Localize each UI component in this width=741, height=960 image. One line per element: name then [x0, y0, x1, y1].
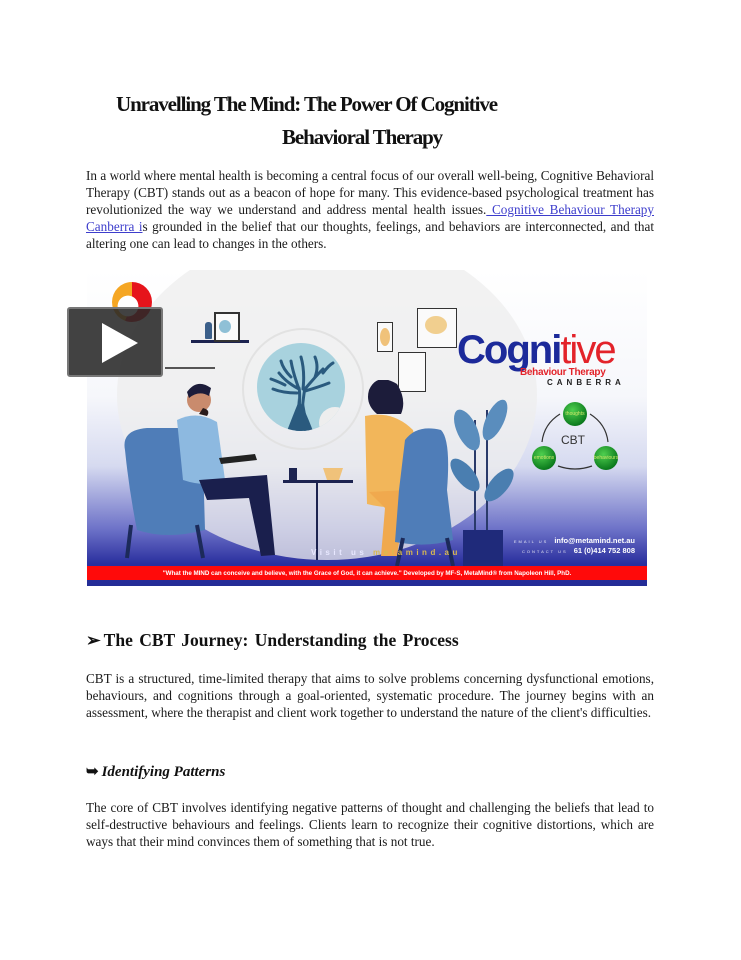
intro-text-cont: s grounded in the belief that our thoughts, feelings, and behaviors are interconnected, and that altering one can lead to changes in the others. — [86, 219, 654, 251]
brand-text-red: tive — [560, 328, 615, 372]
phone-label: CONTACT US — [522, 549, 568, 554]
wall-shelf-low — [165, 367, 215, 369]
emotions-node: emotions — [532, 446, 556, 470]
cbt-canberra-link[interactable]: Cognitive Behaviour Therapy Canberra i — [86, 202, 654, 234]
leaf-art-icon — [425, 316, 447, 334]
page-title-line1: Unravelling The Mind: The Power Of Cognitive — [116, 92, 497, 116]
brand-text-blue: Cogni — [457, 328, 561, 372]
visit-label: Visit us — [311, 548, 368, 557]
behaviours-node: behaviours — [594, 446, 618, 470]
play-button[interactable] — [67, 307, 163, 377]
cognitive-brand-logo — [457, 330, 615, 370]
thoughts-node: thoughts — [563, 402, 587, 426]
email-label: EMAIL US — [513, 539, 549, 544]
page-title-line2: Behavioral Therapy — [282, 125, 443, 149]
heading-text: The CBT Journey: Understanding the Process — [103, 630, 459, 650]
cbt-cycle-diagram — [530, 400, 620, 475]
heading-text: Identifying Patterns — [101, 764, 226, 780]
section-heading-identifying-patterns — [86, 762, 225, 781]
phone-contact — [522, 540, 635, 558]
hero-image — [87, 270, 647, 586]
identifying-patterns-paragraph: The core of CBT involves identifying negative patterns of thought and challenging the beliefs that lead to self-destructive behaviours and feelings. Clients learn to recognize their cognitive distortions, which are ways that their mind convinces them of something that is not true. — [86, 800, 654, 849]
visit-url: metamind.au — [373, 548, 461, 557]
cbt-journey-paragraph: CBT is a structured, time-limited therapy that aims to solve problems concerning dysfunctional emotions, behaviours, and cognitions through a goal-oriented, systematic procedure. The journey begins with an assessment, where the therapist and client work together to understand the nature of the client's difficulties. — [86, 671, 654, 720]
leaf-art-icon — [380, 328, 390, 346]
brand-city: CANBERRA — [547, 378, 625, 387]
intro-paragraph — [86, 167, 654, 252]
play-icon — [102, 323, 138, 363]
intro-text: In a world where mental health is becoming a central focus of our overall well-being, Cognitive Behavioral Therapy (CBT) stands out as a beacon of hope for many. This evidence-based psychological treatment has revolutionized the way we understand and address mental health issues. — [86, 168, 654, 217]
arrow-bullet-icon: ➢ — [86, 630, 101, 650]
email-value: info@metamind.net.au — [554, 536, 635, 545]
section-heading-cbt-journey — [86, 630, 459, 651]
visit-us-text — [311, 548, 461, 557]
arrow-bullet-icon: ➥ — [86, 764, 99, 780]
vase-icon — [205, 322, 212, 339]
quote-banner: "What the MIND can conceive and believe, with the Grace of God, it can achieve." Developed by MF-S, MetaMind® from Napoleon Hill, PhD. — [87, 566, 647, 580]
cbt-center-label: CBT — [561, 433, 585, 447]
leaf-art-icon — [219, 320, 231, 333]
therapy-session-illustration — [107, 380, 527, 570]
brand-subtitle: Behaviour Therapy — [520, 367, 606, 378]
phone-value: 61 (0)414 752 808 — [573, 546, 635, 555]
